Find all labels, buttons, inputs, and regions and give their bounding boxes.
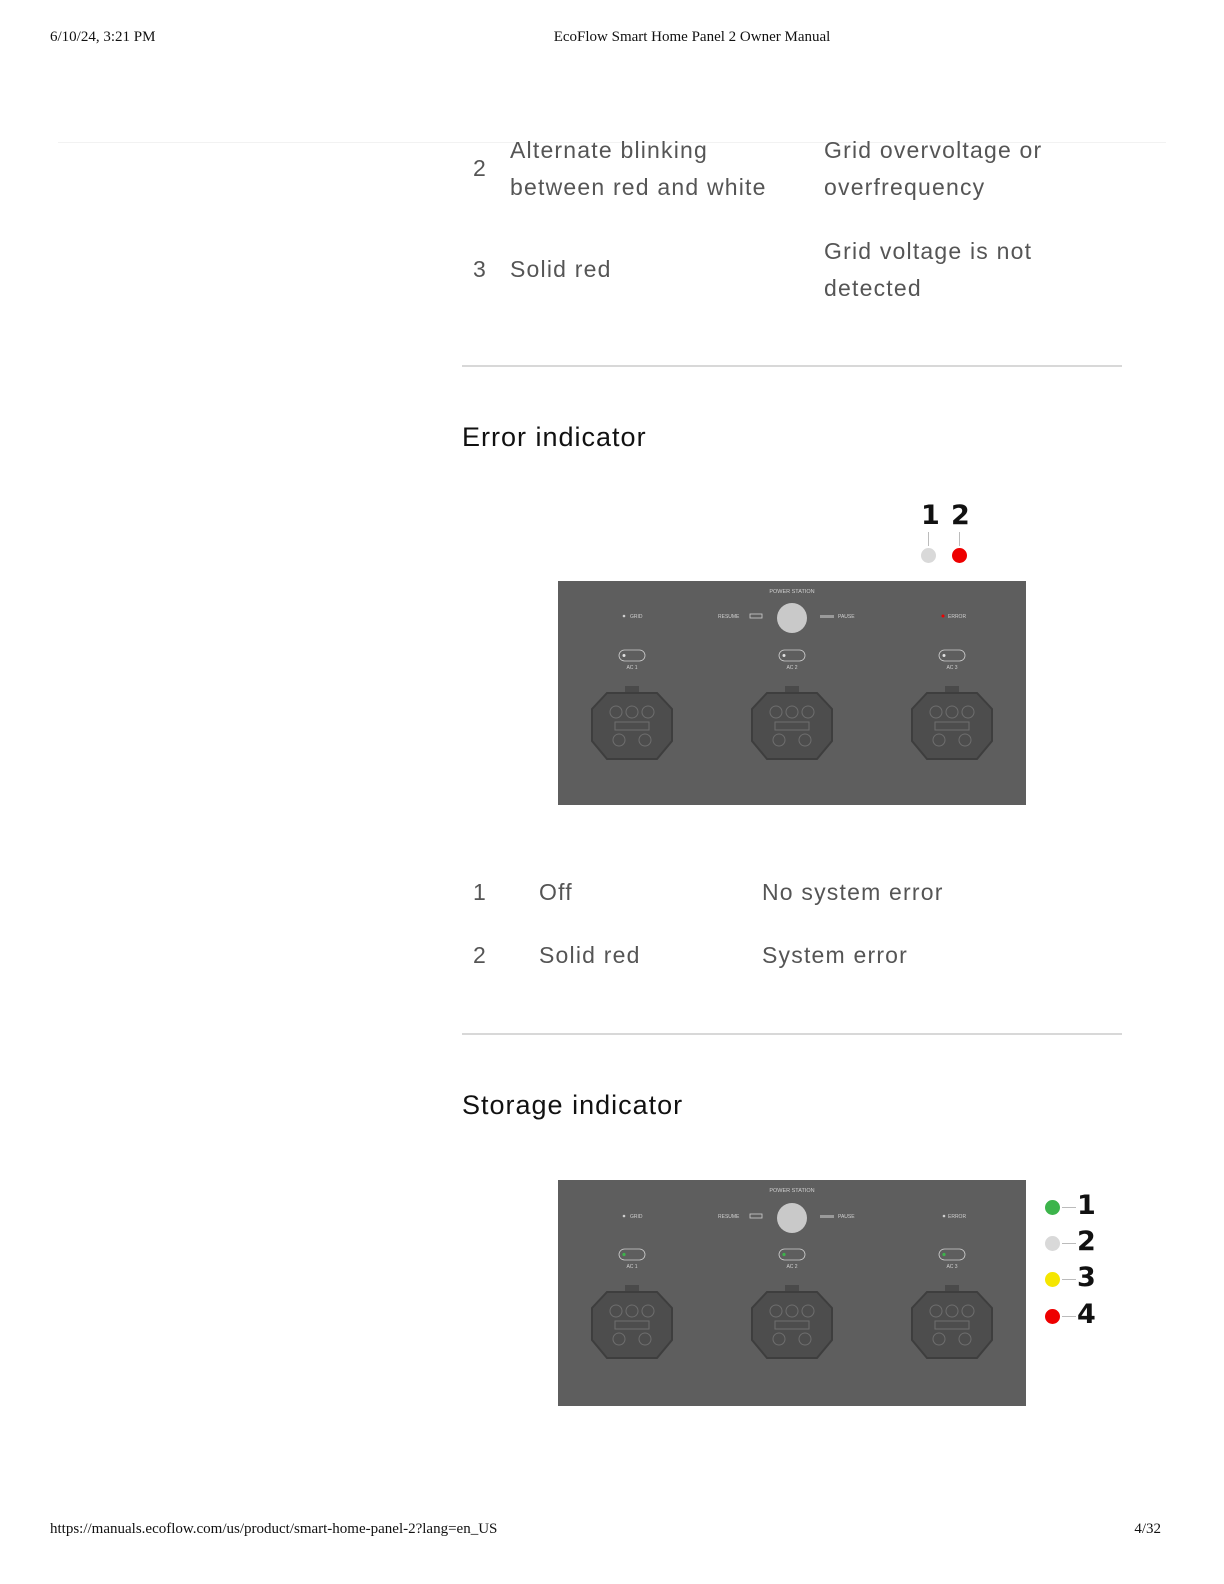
ac-led [622, 1253, 625, 1256]
row-state: Off [539, 879, 573, 905]
row-state-line: Alternate blinking [510, 137, 709, 163]
ac-led [623, 654, 626, 657]
error-label: ERROR [948, 1214, 967, 1220]
error-led [942, 615, 945, 618]
grid-led [623, 1215, 626, 1218]
ac-label: AC 1 [626, 665, 638, 671]
power-button [777, 603, 807, 633]
row-meaning-line: detected [824, 275, 922, 301]
row-meaning: No system error [762, 879, 944, 905]
resume-indicator [750, 1214, 762, 1218]
callout-number: 1 [921, 500, 940, 531]
outlet-group-3 [912, 650, 992, 759]
callout-leader [959, 532, 960, 546]
row-state: Solid red [539, 942, 641, 968]
row-state-line: between red and white [510, 174, 767, 200]
table-row [462, 132, 1122, 212]
callout-leader [1062, 1207, 1076, 1208]
pause-label: PAUSE [838, 614, 855, 620]
panel-drawing [558, 581, 1026, 805]
error-label: ERROR [948, 614, 967, 620]
resume-label: RESUME [718, 614, 740, 620]
indicator-dot [1045, 1236, 1060, 1251]
grid-label: GRID [630, 1214, 643, 1220]
panel-drawing [558, 1180, 1026, 1406]
ac-label: AC 2 [786, 665, 798, 671]
callout-number: 1 [1077, 1190, 1096, 1221]
outlet-latch [785, 686, 799, 692]
callout-number: 3 [1077, 1262, 1096, 1293]
outlet [912, 1292, 992, 1358]
ac-label: AC 3 [946, 665, 958, 671]
callout-leader [928, 532, 929, 546]
row-meaning-line: overfrequency [824, 174, 986, 200]
panel-illustration-storage [558, 1180, 1026, 1406]
power-button [777, 1203, 807, 1233]
outlet [912, 693, 992, 759]
callout-number: 2 [951, 500, 970, 531]
panel-illustration-error [558, 581, 1026, 805]
ac-led [943, 654, 946, 657]
outlet-group-3 [912, 1249, 992, 1358]
outlet-latch [785, 1285, 799, 1291]
outlet-group-2 [752, 650, 832, 759]
outlet [592, 693, 672, 759]
outlet-latch [945, 686, 959, 692]
indicator-dot [1045, 1272, 1060, 1287]
row-number: 3 [473, 256, 487, 282]
outlet-group-1 [592, 650, 672, 759]
table-row [462, 233, 1122, 313]
page-number: 4/32 [1134, 1521, 1161, 1537]
panel-top-label: POWER STATION [769, 1188, 815, 1194]
ac-label: AC 3 [946, 1264, 958, 1270]
ac-label: AC 1 [626, 1264, 638, 1270]
row-number: 1 [473, 879, 487, 905]
pause-indicator [820, 1215, 834, 1218]
print-title: EcoFlow Smart Home Panel 2 Owner Manual [553, 29, 831, 45]
row-number: 2 [473, 155, 487, 181]
outlet [752, 1292, 832, 1358]
table-row [462, 937, 1122, 977]
outlet [752, 693, 832, 759]
ac-led [942, 1253, 945, 1256]
outlet-latch [625, 686, 639, 692]
indicator-dot [1045, 1309, 1060, 1324]
section-title-error: Error indicator [462, 422, 647, 452]
row-state: Solid red [510, 256, 612, 282]
ac-led [782, 1253, 785, 1256]
print-date: 6/10/24, 3:21 PM [50, 29, 156, 45]
row-meaning-line: Grid overvoltage or [824, 137, 1043, 163]
pause-indicator [820, 615, 834, 618]
callout-leader [1062, 1279, 1076, 1280]
print-url: https://manuals.ecoflow.com/us/product/smart-home-panel-2?lang=en_US [50, 1521, 498, 1537]
section-title-storage: Storage indicator [462, 1090, 684, 1120]
callout-leader [1062, 1243, 1076, 1244]
grid-led [623, 615, 626, 618]
ac-led [783, 654, 786, 657]
callout-number: 2 [1077, 1226, 1096, 1257]
table-row [462, 874, 1122, 914]
indicator-dot [952, 548, 967, 563]
outlet-group-2 [752, 1249, 832, 1358]
outlet [592, 1292, 672, 1358]
row-number: 2 [473, 942, 487, 968]
outlet-latch [625, 1285, 639, 1291]
pause-label: PAUSE [838, 1214, 855, 1220]
callout-number: 4 [1077, 1299, 1096, 1330]
indicator-dot [1045, 1200, 1060, 1215]
callout-leader [1062, 1316, 1076, 1317]
resume-label: RESUME [718, 1214, 740, 1220]
outlet-group-1 [592, 1249, 672, 1358]
panel-top-label: POWER STATION [769, 589, 815, 595]
indicator-dot [921, 548, 936, 563]
outlet-latch [945, 1285, 959, 1291]
grid-label: GRID [630, 614, 643, 620]
section-divider [462, 365, 1122, 367]
row-meaning: System error [762, 942, 909, 968]
ac-label: AC 2 [786, 1264, 798, 1270]
row-meaning-line: Grid voltage is not [824, 238, 1033, 264]
section-divider [462, 1033, 1122, 1035]
resume-indicator [750, 614, 762, 618]
error-led [943, 1215, 946, 1218]
